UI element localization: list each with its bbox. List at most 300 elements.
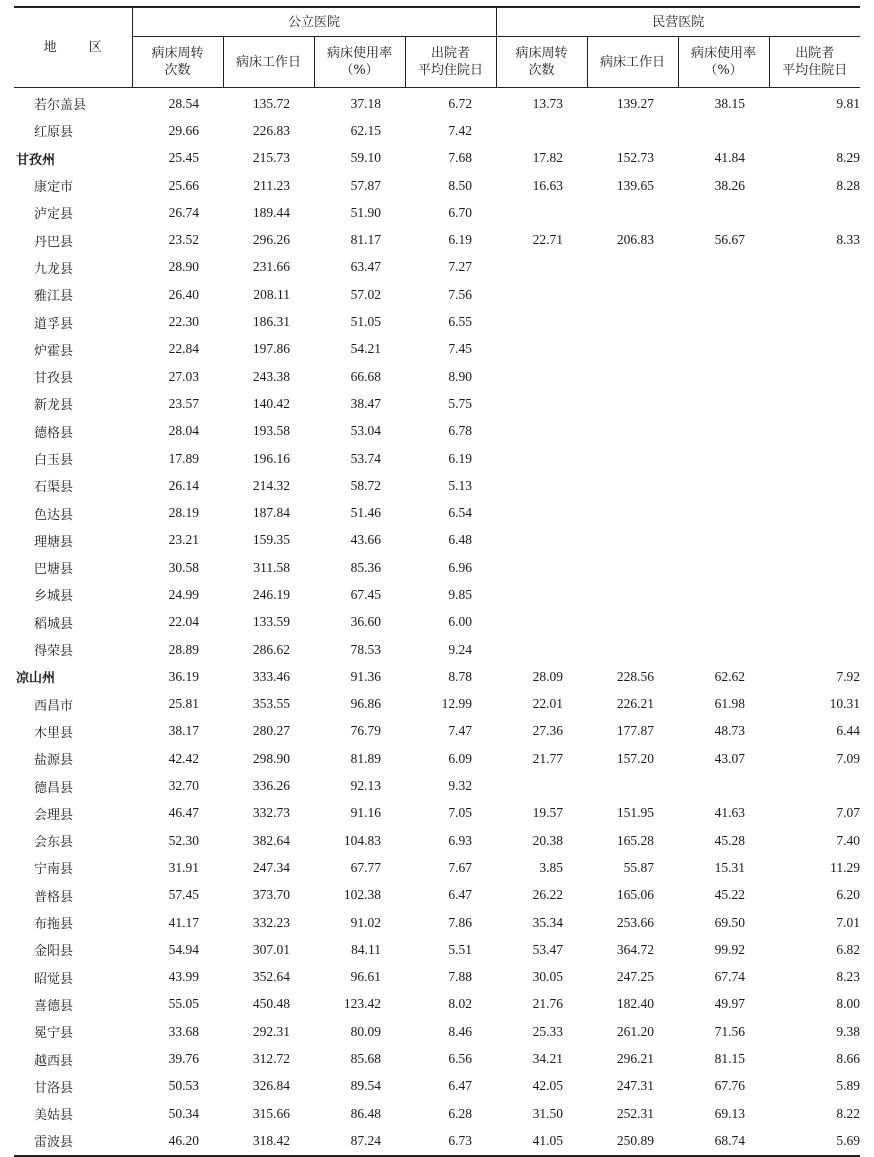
public-avg-stay-cell: 7.67 — [448, 859, 473, 875]
private-utilization-cell — [678, 117, 769, 144]
public-avg-stay-cell: 6.55 — [448, 314, 473, 330]
table-row — [14, 636, 860, 663]
private-utilization-cell — [678, 472, 769, 499]
private-utilization-cell — [678, 254, 769, 281]
private-turnover-cell: 17.82 — [532, 150, 564, 166]
public-turnover-cell: 28.54 — [168, 95, 199, 111]
private-turnover-cell: 16.63 — [532, 177, 564, 193]
region-name-cell: 理塘县 — [34, 534, 74, 550]
private-avg-stay-cell: 8.33 — [836, 232, 861, 248]
private-turnover-cell: 13.73 — [532, 95, 564, 111]
private-avg-stay-cell — [769, 772, 860, 799]
private-workdays-cell: 139.27 — [616, 95, 655, 111]
public-utilization-cell: 59.10 — [350, 150, 381, 166]
private-turnover-cell — [496, 254, 587, 281]
private-utilization-cell: 41.63 — [714, 805, 746, 821]
public-turnover-cell: 24.99 — [168, 586, 199, 602]
region-name-cell: 越西县 — [34, 1053, 74, 1069]
public-hospital-group-header: 公立医院 — [132, 7, 496, 37]
region-name-cell: 盐源县 — [34, 753, 74, 769]
public-workdays-cell: 336.26 — [252, 778, 290, 794]
private-turnover-cell: 22.71 — [532, 232, 564, 248]
private-workdays-cell — [587, 499, 678, 526]
public-utilization-cell: 92.13 — [350, 778, 381, 794]
public-avg-stay-cell: 5.13 — [448, 477, 473, 493]
private-workdays-cell — [587, 254, 678, 281]
private-turnover-cell — [496, 445, 587, 472]
private-avg-stay-cell: 8.23 — [836, 969, 861, 985]
private-turnover-cell — [496, 581, 587, 608]
public-utilization-cell: 51.90 — [350, 204, 381, 220]
private-utilization-cell — [678, 390, 769, 417]
public-turnover-cell: 36.19 — [168, 668, 199, 684]
private-utilization-cell — [678, 581, 769, 608]
public-turnover-cell: 22.04 — [168, 614, 199, 630]
private-workdays-cell — [587, 636, 678, 663]
public-turnover-cell: 26.74 — [168, 204, 199, 220]
private-workdays-cell: 157.20 — [616, 750, 655, 766]
table-row — [14, 772, 860, 799]
private-utilization-cell: 61.98 — [714, 696, 746, 712]
public-avg-stay-cell: 6.47 — [448, 1078, 473, 1094]
public-utilization-cell: 91.36 — [350, 668, 381, 684]
public-utilization-cell: 51.05 — [350, 314, 381, 330]
private-avg-stay-cell — [769, 336, 860, 363]
private-utilization-cell: 15.31 — [714, 859, 746, 875]
table-row — [14, 581, 860, 608]
private-avg-stay-cell: 11.29 — [830, 859, 861, 875]
header-line: 病床周转 — [515, 46, 568, 61]
prefecture-row — [14, 145, 860, 172]
private-avg-stay-cell: 8.66 — [836, 1051, 861, 1067]
private-utilization-cell — [678, 772, 769, 799]
private-utilization-cell — [678, 445, 769, 472]
public-turnover-cell: 31.91 — [168, 859, 199, 875]
private-utilization-cell — [678, 609, 769, 636]
public-workdays-cell: 312.72 — [252, 1051, 290, 1067]
private-avg-stay-cell: 9.81 — [836, 95, 861, 111]
private-turnover-cell — [496, 363, 587, 390]
public-turnover-cell: 29.66 — [168, 122, 199, 138]
private-workdays-cell — [587, 336, 678, 363]
private-utilization-cell — [678, 499, 769, 526]
region-name-cell: 白玉县 — [34, 453, 74, 468]
private-workdays-cell: 152.73 — [616, 150, 655, 166]
public-avg-stay-cell: 6.70 — [448, 204, 473, 220]
private-turnover-cell: 28.09 — [532, 668, 564, 684]
public-workdays-cell: 246.19 — [252, 586, 290, 602]
header-line: 出院者 — [795, 46, 835, 61]
private-turnover-cell: 26.22 — [532, 887, 564, 903]
header-line: 病床周转 — [151, 46, 204, 61]
region-name-cell: 新龙县 — [34, 398, 74, 414]
public-workdays-cell: 307.01 — [252, 941, 290, 957]
public-turnover-cell: 25.66 — [168, 177, 199, 193]
table-row — [14, 936, 860, 963]
header-line: 次数 — [164, 63, 191, 78]
public-utilization-cell: 76.79 — [350, 723, 381, 739]
public-utilization-cell: 67.45 — [350, 586, 381, 602]
table-row — [14, 499, 860, 526]
private-turnover-cell — [496, 527, 587, 554]
private-turnover-cell — [496, 609, 587, 636]
public-utilization-cell: 51.46 — [350, 505, 381, 521]
private-turnover-cell: 21.77 — [532, 750, 564, 766]
region-name-cell: 甘孜县 — [34, 371, 74, 387]
public-turnover-cell: 26.14 — [168, 477, 199, 493]
private-workdays-cell — [587, 527, 678, 554]
public-workdays-cell: 214.32 — [252, 477, 290, 493]
public-turnover-cell: 38.17 — [168, 723, 199, 739]
region-name-cell: 冕宁县 — [34, 1026, 74, 1042]
public-utilization-cell: 104.83 — [343, 832, 381, 848]
public-workdays-cell: 450.48 — [252, 996, 290, 1012]
public-utilization-cell: 91.02 — [350, 914, 381, 930]
private-workdays-cell: 182.40 — [616, 996, 655, 1012]
public-utilization-cell: 36.60 — [350, 614, 381, 630]
private-workdays-cell — [587, 609, 678, 636]
table-row — [14, 117, 860, 144]
private-avg-stay-cell — [769, 199, 860, 226]
private-workdays-cell: 247.31 — [616, 1078, 655, 1094]
private-workdays-cell — [587, 117, 678, 144]
public-bed-turnover-header — [132, 37, 223, 88]
region-name-cell: 石渠县 — [34, 480, 74, 496]
public-turnover-cell: 41.17 — [168, 914, 199, 930]
private-turnover-cell: 53.47 — [532, 941, 564, 957]
table-row — [14, 964, 860, 991]
private-turnover-cell: 20.38 — [532, 832, 564, 848]
table-header — [14, 7, 860, 88]
region-name-cell: 西昌市 — [34, 698, 74, 714]
public-turnover-cell: 39.76 — [168, 1051, 199, 1067]
public-avg-stay-cell: 6.47 — [448, 887, 473, 903]
header-line: 病床使用率 — [691, 46, 757, 61]
private-utilization-cell — [678, 636, 769, 663]
private-turnover-cell: 30.05 — [532, 969, 564, 985]
public-workdays-cell: 333.46 — [252, 668, 290, 684]
public-avg-stay-cell: 8.78 — [448, 668, 473, 684]
region-name-cell: 甘孜州 — [16, 152, 56, 168]
region-name-cell: 德昌县 — [34, 780, 74, 796]
private-workdays-cell — [587, 390, 678, 417]
table-row — [14, 909, 860, 936]
public-utilization-cell: 85.68 — [350, 1051, 381, 1067]
table-row — [14, 390, 860, 417]
private-turnover-cell: 31.50 — [532, 1105, 564, 1121]
table-row — [14, 336, 860, 363]
header-line: 次数 — [528, 63, 555, 78]
table-row — [14, 1045, 860, 1072]
header-line: （%） — [340, 63, 379, 78]
private-workdays-cell: 165.28 — [616, 832, 655, 848]
public-workdays-cell: 332.23 — [252, 914, 290, 930]
private-turnover-cell: 21.76 — [532, 996, 564, 1012]
private-workdays-cell: 261.20 — [616, 1023, 655, 1039]
public-turnover-cell: 28.04 — [168, 423, 199, 439]
public-avg-stay-cell: 6.48 — [448, 532, 473, 548]
private-avg-stay-cell: 6.44 — [836, 723, 861, 739]
private-hospital-group-header: 民营医院 — [496, 7, 860, 37]
private-workdays-cell — [587, 308, 678, 335]
table-row — [14, 800, 860, 827]
private-turnover-cell — [496, 199, 587, 226]
public-avg-stay-cell: 7.05 — [448, 805, 473, 821]
public-utilization-cell: 58.72 — [350, 477, 381, 493]
region-name-cell: 泸定县 — [34, 207, 74, 223]
table-row — [14, 718, 860, 745]
public-utilization-cell: 78.53 — [350, 641, 381, 657]
table-row — [14, 691, 860, 718]
private-avg-stay-cell — [769, 636, 860, 663]
public-turnover-cell: 52.30 — [168, 832, 199, 848]
public-turnover-cell: 28.19 — [168, 505, 199, 521]
private-utilization-cell — [678, 308, 769, 335]
public-turnover-cell: 26.40 — [168, 286, 199, 302]
private-workdays-cell — [587, 472, 678, 499]
public-avg-stay-cell: 6.19 — [448, 232, 473, 248]
private-bed-utilization-header — [678, 37, 769, 88]
public-workdays-cell: 196.16 — [252, 450, 290, 466]
region-name-cell: 普格县 — [34, 889, 74, 905]
public-workdays-cell: 373.70 — [252, 887, 290, 903]
public-avg-stay-cell: 6.56 — [448, 1051, 473, 1067]
public-workdays-cell: 315.66 — [252, 1105, 290, 1121]
public-avg-stay-cell: 9.32 — [448, 778, 473, 794]
private-utilization-cell: 48.73 — [714, 723, 746, 739]
private-utilization-cell: 69.50 — [714, 914, 746, 930]
public-workdays-cell: 382.64 — [252, 832, 290, 848]
private-turnover-cell — [496, 772, 587, 799]
public-avg-stay-cell: 6.28 — [448, 1105, 473, 1121]
region-name-cell: 稻城县 — [34, 616, 74, 632]
public-workdays-cell: 193.58 — [252, 423, 290, 439]
public-turnover-cell: 42.42 — [168, 750, 199, 766]
public-turnover-cell: 25.45 — [168, 150, 199, 166]
public-turnover-cell: 50.34 — [168, 1105, 199, 1121]
public-workdays-cell: 140.42 — [252, 395, 290, 411]
region-name-cell: 得荣县 — [34, 644, 74, 660]
table-row — [14, 1018, 860, 1045]
private-avg-stay-cell — [769, 554, 860, 581]
public-avg-stay-cell: 6.78 — [448, 423, 473, 439]
private-turnover-cell: 34.21 — [532, 1051, 564, 1067]
public-workdays-cell: 211.23 — [253, 177, 290, 193]
private-avg-stay-cell: 7.09 — [836, 750, 861, 766]
public-bed-utilization-header — [314, 37, 405, 88]
public-utilization-cell: 91.16 — [350, 805, 381, 821]
public-turnover-cell: 30.58 — [168, 559, 199, 575]
region-name-cell: 金阳县 — [34, 944, 74, 960]
private-workdays-cell — [587, 554, 678, 581]
region-name-cell: 色达县 — [34, 507, 74, 523]
public-utilization-cell: 66.68 — [350, 368, 381, 384]
private-utilization-cell: 69.13 — [714, 1105, 746, 1121]
private-turnover-cell: 3.85 — [539, 859, 564, 875]
private-turnover-cell: 35.34 — [532, 914, 564, 930]
region-name-cell: 木里县 — [34, 725, 74, 741]
public-avg-stay-cell: 7.56 — [448, 286, 473, 302]
public-utilization-cell: 63.47 — [350, 259, 381, 275]
private-turnover-cell — [496, 281, 587, 308]
region-name-cell: 康定市 — [34, 180, 74, 196]
public-workdays-cell: 292.31 — [252, 1023, 290, 1039]
private-workdays-cell: 253.66 — [616, 914, 655, 930]
public-avg-stay-cell: 6.96 — [448, 559, 473, 575]
region-name-cell: 宁南县 — [34, 862, 74, 878]
region-name-cell: 雷波县 — [14, 1127, 132, 1155]
public-turnover-cell: 32.70 — [168, 778, 199, 794]
public-workdays-cell: 159.35 — [252, 532, 290, 548]
public-turnover-cell: 43.99 — [168, 969, 199, 985]
public-utilization-cell: 38.47 — [350, 395, 381, 411]
public-utilization-cell: 81.17 — [350, 232, 381, 248]
private-turnover-cell — [496, 390, 587, 417]
public-workdays-cell: 186.31 — [252, 314, 290, 330]
private-avg-stay-cell — [769, 117, 860, 144]
table-row — [14, 281, 860, 308]
public-turnover-cell: 27.03 — [168, 368, 199, 384]
table-row — [14, 172, 860, 199]
private-avg-stay-cell — [769, 581, 860, 608]
private-utilization-cell: 43.07 — [714, 750, 746, 766]
public-avg-stay-cell: 7.88 — [448, 969, 473, 985]
public-workdays-cell: 208.11 — [253, 286, 290, 302]
private-turnover-cell — [496, 336, 587, 363]
public-turnover-cell: 33.68 — [168, 1023, 199, 1039]
private-avg-stay-cell: 5.69 — [769, 1127, 860, 1155]
public-avg-stay-cell: 7.42 — [448, 122, 473, 138]
private-avg-stay-cell: 9.38 — [836, 1023, 861, 1039]
public-utilization-cell: 81.89 — [350, 750, 381, 766]
public-avg-stay-cell: 7.27 — [448, 259, 473, 275]
region-name-cell: 乡城县 — [34, 589, 74, 605]
private-turnover-cell: 41.05 — [496, 1127, 587, 1155]
public-avg-stay-cell: 9.24 — [448, 641, 473, 657]
public-workdays-cell: 326.84 — [252, 1078, 290, 1094]
header-line: 平均住院日 — [782, 63, 848, 78]
public-turnover-cell: 54.94 — [168, 941, 199, 957]
header-line: 病床工作日 — [600, 54, 666, 70]
public-turnover-cell: 57.45 — [168, 887, 199, 903]
private-avg-stay-cell: 8.22 — [836, 1105, 861, 1121]
public-workdays-cell: 353.55 — [252, 696, 290, 712]
table-row — [14, 199, 860, 226]
public-avg-stay-cell: 6.54 — [448, 505, 473, 521]
private-turnover-cell: 19.57 — [532, 805, 564, 821]
table-row — [14, 226, 860, 253]
public-turnover-cell: 46.47 — [168, 805, 199, 821]
private-avg-stay-cell: 8.28 — [836, 177, 861, 193]
private-avg-stay-cell — [769, 418, 860, 445]
private-utilization-cell: 71.56 — [714, 1023, 746, 1039]
hospital-bed-statistics-table — [14, 6, 860, 1157]
public-utilization-cell: 37.18 — [350, 95, 381, 111]
private-avg-stay-header — [769, 37, 860, 88]
private-utilization-cell — [678, 554, 769, 581]
table-row — [14, 554, 860, 581]
private-workdays-cell: 206.83 — [616, 232, 655, 248]
table-row — [14, 745, 860, 772]
private-utilization-cell: 81.15 — [714, 1051, 746, 1067]
private-avg-stay-cell — [769, 281, 860, 308]
public-utilization-cell: 62.15 — [350, 122, 381, 138]
private-utilization-cell: 38.15 — [714, 95, 746, 111]
public-workdays-cell: 298.90 — [252, 750, 290, 766]
public-workdays-cell: 197.86 — [252, 341, 290, 357]
private-workdays-cell: 296.21 — [616, 1051, 655, 1067]
public-avg-stay-cell: 6.00 — [448, 614, 473, 630]
public-workdays-cell: 332.73 — [252, 805, 290, 821]
private-utilization-cell — [678, 336, 769, 363]
table-row — [14, 472, 860, 499]
public-avg-stay-cell: 6.19 — [448, 450, 473, 466]
region-name-cell: 会理县 — [34, 807, 74, 823]
table-row — [14, 363, 860, 390]
private-avg-stay-cell: 10.31 — [829, 696, 861, 712]
private-avg-stay-cell: 8.29 — [836, 150, 861, 166]
public-utilization-cell: 84.11 — [351, 941, 381, 957]
private-avg-stay-cell: 6.82 — [836, 941, 861, 957]
table-row — [14, 827, 860, 854]
private-workdays-cell — [587, 772, 678, 799]
private-avg-stay-cell: 7.07 — [836, 805, 861, 821]
public-turnover-cell: 55.05 — [168, 996, 199, 1012]
public-avg-stay-cell: 12.99 — [441, 696, 473, 712]
private-workdays-cell: 139.65 — [616, 177, 655, 193]
public-utilization-cell: 80.09 — [350, 1023, 381, 1039]
private-avg-stay-cell: 7.01 — [836, 914, 861, 930]
region-name-cell: 会东县 — [34, 835, 74, 851]
public-avg-stay-cell: 7.86 — [448, 914, 473, 930]
public-avg-stay-cell: 8.90 — [448, 368, 473, 384]
public-workdays-cell: 189.44 — [252, 204, 290, 220]
public-workdays-cell: 280.27 — [252, 723, 290, 739]
public-turnover-cell: 22.30 — [168, 314, 199, 330]
region-name-cell: 若尔盖县 — [34, 98, 87, 114]
private-workdays-cell: 55.87 — [623, 859, 655, 875]
region-name-cell: 九龙县 — [34, 261, 74, 277]
private-avg-stay-cell — [769, 308, 860, 335]
private-turnover-cell: 25.33 — [532, 1023, 564, 1039]
public-turnover-cell: 46.20 — [132, 1127, 223, 1155]
public-utilization-cell: 57.02 — [350, 286, 381, 302]
public-avg-stay-cell: 8.50 — [448, 177, 473, 193]
public-utilization-cell: 67.77 — [350, 859, 381, 875]
header-line: 出院者 — [431, 46, 471, 61]
public-avg-stay-cell: 6.09 — [448, 750, 473, 766]
private-avg-stay-cell: 5.89 — [836, 1078, 861, 1094]
private-turnover-cell: 27.36 — [532, 723, 564, 739]
private-turnover-cell — [496, 472, 587, 499]
public-workdays-cell: 231.66 — [252, 259, 290, 275]
private-utilization-cell — [678, 199, 769, 226]
public-avg-stay-header — [405, 37, 496, 88]
public-utilization-cell: 85.36 — [350, 559, 381, 575]
public-utilization-cell: 96.61 — [350, 969, 381, 985]
private-bed-workdays-header — [587, 37, 678, 88]
public-workdays-cell: 286.62 — [252, 641, 290, 657]
table-row — [14, 445, 860, 472]
private-avg-stay-cell: 6.20 — [836, 887, 861, 903]
region-name-cell: 雅江县 — [34, 289, 74, 305]
private-workdays-cell: 177.87 — [616, 723, 655, 739]
public-utilization-cell: 87.24 — [314, 1127, 405, 1155]
public-utilization-cell: 53.04 — [350, 423, 381, 439]
header-line: 病床使用率 — [326, 46, 392, 61]
public-turnover-cell: 23.57 — [168, 395, 199, 411]
prefecture-row — [14, 663, 860, 690]
